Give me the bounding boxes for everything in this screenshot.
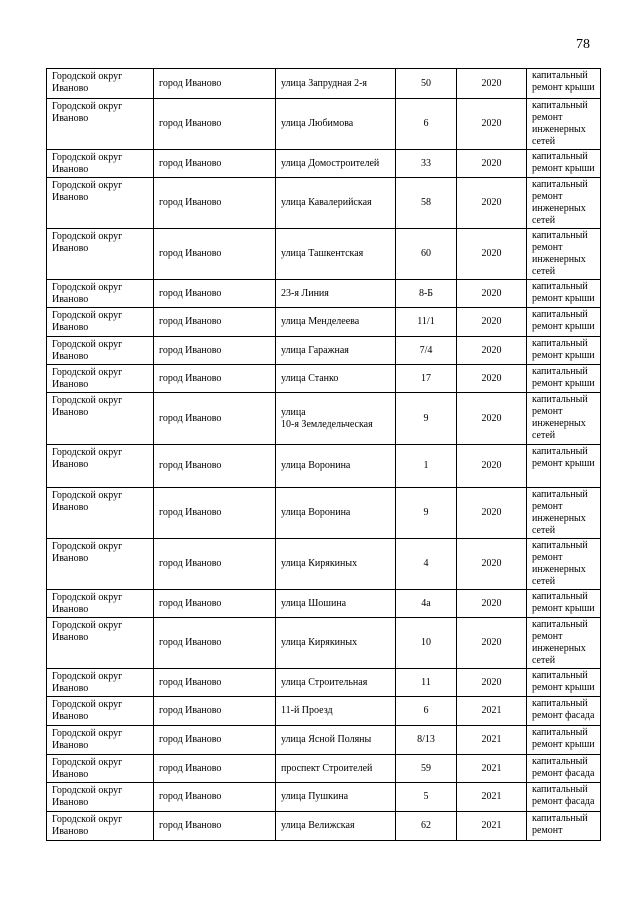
street-cell: улица Домостроителей (276, 150, 396, 178)
city-cell: город Иваново (154, 618, 276, 669)
table-row (47, 280, 601, 308)
city-cell: город Иваново (154, 783, 276, 812)
municipality-cell: Городской округ Иваново (47, 590, 154, 618)
year-cell: 2020 (457, 365, 527, 393)
city-cell: город Иваново (154, 99, 276, 150)
work-type-cell: капитальный ремонт крыши (527, 69, 601, 99)
work-type-cell: капитальный ремонт крыши (527, 280, 601, 308)
year-cell: 2021 (457, 697, 527, 726)
work-type-cell: капитальный ремонт инженерных сетей (527, 178, 601, 229)
work-type-cell: капитальный ремонт инженерных сетей (527, 393, 601, 445)
table-row (47, 229, 601, 280)
house-number-cell: 59 (396, 755, 457, 783)
municipality-cell: Городской округ Иваново (47, 783, 154, 812)
page-number: 78 (576, 37, 590, 52)
work-type-cell: капитальный ремонт инженерных сетей (527, 539, 601, 590)
house-number-cell: 8-Б (396, 280, 457, 308)
street-cell: улица Менделеева (276, 308, 396, 337)
year-cell: 2021 (457, 726, 527, 755)
municipality-cell: Городской округ Иваново (47, 726, 154, 755)
work-type-cell: капитальный ремонт фасада (527, 755, 601, 783)
house-number-cell: 4а (396, 590, 457, 618)
street-cell: улица Воронина (276, 488, 396, 539)
table-row (47, 669, 601, 697)
table-row (47, 365, 601, 393)
street-cell: улица Кавалерийская (276, 178, 396, 229)
street-cell: улица Кирякиных (276, 618, 396, 669)
street-cell: 23-я Линия (276, 280, 396, 308)
house-number-cell: 62 (396, 812, 457, 841)
table-row (47, 539, 601, 590)
city-cell: город Иваново (154, 669, 276, 697)
table-row (47, 783, 601, 812)
city-cell: город Иваново (154, 488, 276, 539)
house-number-cell: 10 (396, 618, 457, 669)
table-row (47, 150, 601, 178)
city-cell: город Иваново (154, 393, 276, 445)
city-cell: город Иваново (154, 697, 276, 726)
city-cell: город Иваново (154, 178, 276, 229)
house-number-cell: 17 (396, 365, 457, 393)
work-type-cell: капитальный ремонт фасада (527, 697, 601, 726)
year-cell: 2020 (457, 150, 527, 178)
city-cell: город Иваново (154, 445, 276, 488)
table-row (47, 618, 601, 669)
year-cell: 2020 (457, 445, 527, 488)
house-number-cell: 5 (396, 783, 457, 812)
house-number-cell: 11/1 (396, 308, 457, 337)
work-type-cell: капитальный ремонт крыши (527, 590, 601, 618)
municipality-cell: Городской округ Иваново (47, 393, 154, 445)
municipality-cell: Городской округ Иваново (47, 337, 154, 365)
house-number-cell: 11 (396, 669, 457, 697)
table-row (47, 308, 601, 337)
house-number-cell: 1 (396, 445, 457, 488)
street-cell: улица Запрудная 2-я (276, 69, 396, 99)
work-type-cell: капитальный ремонт крыши (527, 365, 601, 393)
municipality-cell: Городской округ Иваново (47, 308, 154, 337)
municipality-cell: Городской округ Иваново (47, 280, 154, 308)
table-row (47, 445, 601, 488)
work-type-cell: капитальный ремонт инженерных сетей (527, 618, 601, 669)
municipality-cell: Городской округ Иваново (47, 150, 154, 178)
work-type-cell: капитальный ремонт инженерных сетей (527, 99, 601, 150)
street-cell: улица Строительная (276, 669, 396, 697)
work-type-cell: капитальный ремонт фасада (527, 783, 601, 812)
table-row (47, 337, 601, 365)
work-type-cell: капитальный ремонт крыши (527, 337, 601, 365)
street-cell: улица Воронина (276, 445, 396, 488)
municipality-cell: Городской округ Иваново (47, 669, 154, 697)
municipality-cell: Городской округ Иваново (47, 488, 154, 539)
house-number-cell: 6 (396, 697, 457, 726)
city-cell: город Иваново (154, 150, 276, 178)
year-cell: 2020 (457, 99, 527, 150)
street-cell: 11-й Проезд (276, 697, 396, 726)
year-cell: 2020 (457, 590, 527, 618)
table-row (47, 488, 601, 539)
table-row (47, 755, 601, 783)
house-number-cell: 7/4 (396, 337, 457, 365)
table-row (47, 393, 601, 445)
city-cell: город Иваново (154, 590, 276, 618)
year-cell: 2020 (457, 229, 527, 280)
table-row (47, 812, 601, 841)
house-number-cell: 58 (396, 178, 457, 229)
table-row (47, 69, 601, 99)
city-cell: город Иваново (154, 755, 276, 783)
street-cell: улица Станко (276, 365, 396, 393)
municipality-cell: Городской округ Иваново (47, 755, 154, 783)
house-number-cell: 50 (396, 69, 457, 99)
work-type-cell: капитальный ремонт инженерных сетей (527, 229, 601, 280)
house-number-cell: 60 (396, 229, 457, 280)
municipality-cell: Городской округ Иваново (47, 697, 154, 726)
work-type-cell: капитальный ремонт крыши (527, 445, 601, 488)
house-number-cell: 8/13 (396, 726, 457, 755)
city-cell: город Иваново (154, 539, 276, 590)
city-cell: город Иваново (154, 308, 276, 337)
work-type-cell: капитальный ремонт крыши (527, 150, 601, 178)
year-cell: 2021 (457, 812, 527, 841)
street-cell: улица Шошина (276, 590, 396, 618)
street-cell: улица Любимова (276, 99, 396, 150)
table-row (47, 99, 601, 150)
house-number-cell: 9 (396, 488, 457, 539)
city-cell: город Иваново (154, 726, 276, 755)
street-cell: проспект Строителей (276, 755, 396, 783)
municipality-cell: Городской округ Иваново (47, 178, 154, 229)
year-cell: 2020 (457, 337, 527, 365)
street-cell: улица Пушкина (276, 783, 396, 812)
city-cell: город Иваново (154, 365, 276, 393)
table-row (47, 178, 601, 229)
house-number-cell: 4 (396, 539, 457, 590)
table-row (47, 726, 601, 755)
house-number-cell: 6 (396, 99, 457, 150)
city-cell: город Иваново (154, 69, 276, 99)
city-cell: город Иваново (154, 229, 276, 280)
table-row (47, 697, 601, 726)
work-type-cell: капитальный ремонт крыши (527, 726, 601, 755)
city-cell: город Иваново (154, 280, 276, 308)
year-cell: 2021 (457, 755, 527, 783)
street-cell: улица Велижская (276, 812, 396, 841)
work-type-cell: капитальный ремонт (527, 812, 601, 841)
municipality-cell: Городской округ Иваново (47, 539, 154, 590)
work-type-cell: капитальный ремонт инженерных сетей (527, 488, 601, 539)
municipality-cell: Городской округ Иваново (47, 445, 154, 488)
street-cell: улица Гаражная (276, 337, 396, 365)
city-cell: город Иваново (154, 337, 276, 365)
repair-schedule-table (46, 68, 601, 841)
year-cell: 2020 (457, 69, 527, 99)
municipality-cell: Городской округ Иваново (47, 365, 154, 393)
street-cell: улица Ташкентская (276, 229, 396, 280)
municipality-cell: Городской округ Иваново (47, 69, 154, 99)
year-cell: 2020 (457, 539, 527, 590)
year-cell: 2020 (457, 280, 527, 308)
house-number-cell: 33 (396, 150, 457, 178)
city-cell: город Иваново (154, 812, 276, 841)
table-body (47, 69, 601, 841)
year-cell: 2020 (457, 308, 527, 337)
house-number-cell: 9 (396, 393, 457, 445)
year-cell: 2020 (457, 669, 527, 697)
year-cell: 2020 (457, 488, 527, 539)
year-cell: 2020 (457, 393, 527, 445)
work-type-cell: капитальный ремонт крыши (527, 308, 601, 337)
year-cell: 2020 (457, 178, 527, 229)
street-cell: улица Кирякиных (276, 539, 396, 590)
municipality-cell: Городской округ Иваново (47, 812, 154, 841)
work-type-cell: капитальный ремонт крыши (527, 669, 601, 697)
municipality-cell: Городской округ Иваново (47, 618, 154, 669)
year-cell: 2020 (457, 618, 527, 669)
street-cell: улица Ясной Поляны (276, 726, 396, 755)
table-row (47, 590, 601, 618)
municipality-cell: Городской округ Иваново (47, 229, 154, 280)
street-cell: улица 10-я Земледельческая (276, 393, 396, 445)
municipality-cell: Городской округ Иваново (47, 99, 154, 150)
year-cell: 2021 (457, 783, 527, 812)
